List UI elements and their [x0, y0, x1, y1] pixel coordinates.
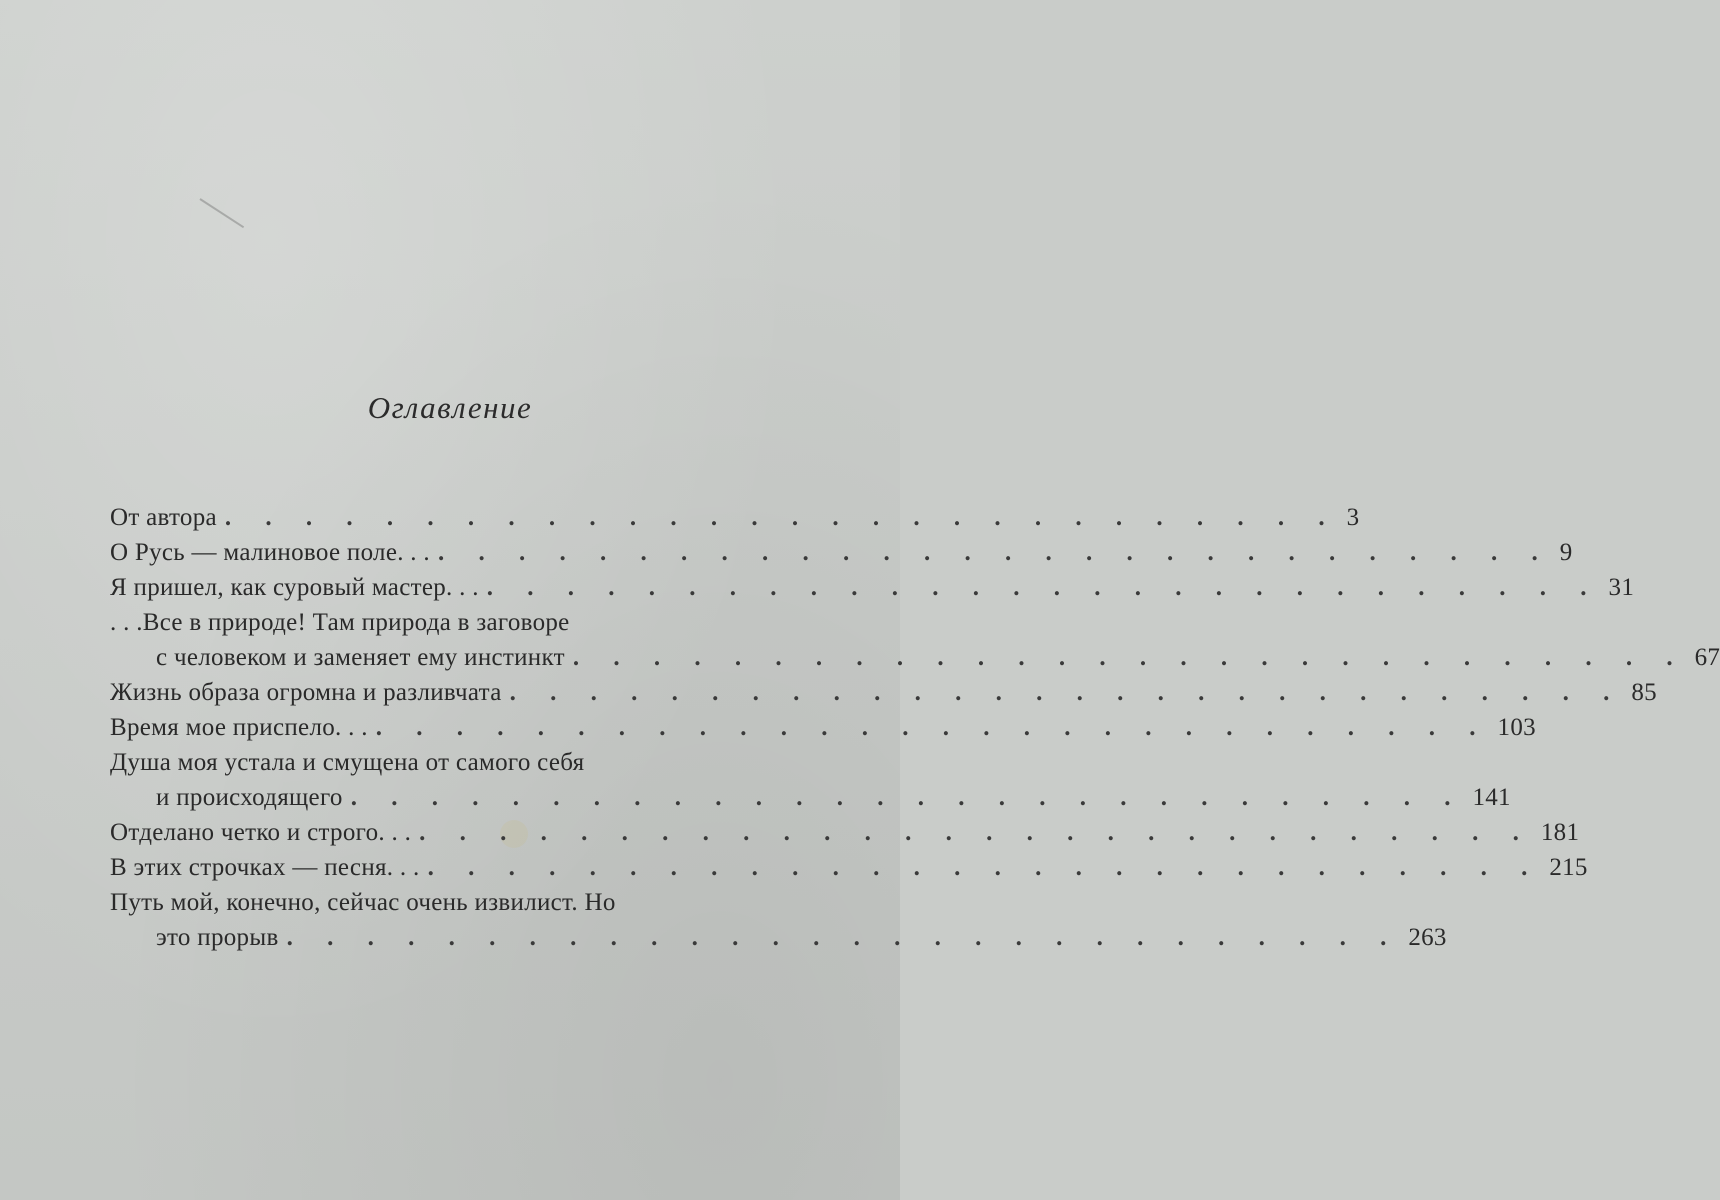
- paper-crease: [199, 198, 244, 228]
- toc-entry: [110, 710, 1536, 745]
- dot-leader: . . . . . . . . . . . . . . . . . . . . . . . . . . . .: [350, 784, 1465, 811]
- toc-page-number: 263: [1408, 924, 1447, 951]
- toc-entry-title-cont: с человеком и заменяет ему инстинкт: [156, 644, 565, 671]
- toc-page-number: 3: [1346, 504, 1360, 531]
- dot-leader: . . . . . . . . . . . . . . . . . . . . . . . . . . . .: [224, 504, 1339, 531]
- page-title: Оглавление: [367, 390, 533, 425]
- dot-leader: . . . . . . . . . . . . . . . . . . . . . . . . . . . .: [286, 924, 1401, 951]
- toc-entry-title: От автора: [110, 504, 217, 531]
- dot-leader: . . . . . . . . . . . . . . . . . . . . . . . . . . . .: [437, 539, 1552, 566]
- toc-entry-title: В этих строчках — песня. . .: [110, 854, 420, 881]
- toc-entry-title: Душа моя устала и смущена от самого себя: [110, 749, 585, 776]
- dot-leader: . . . . . . . . . . . . . . . . . . . . . . . . . . . .: [509, 679, 1624, 706]
- toc-entry-title: Время мое приспело. . .: [110, 714, 368, 741]
- toc-entry-title-cont: это прорыв: [156, 924, 279, 951]
- toc-page-number: 67: [1694, 644, 1720, 671]
- toc-entry-title-cont: и происходящего: [156, 784, 343, 811]
- toc-page-number: 85: [1631, 679, 1657, 706]
- toc-entry: [110, 570, 1635, 605]
- toc-entry: [110, 675, 1657, 710]
- toc-entry-title: Путь мой, конечно, сейчас очень извилист. Но: [110, 889, 616, 916]
- dot-leader: . . . . . . . . . . . . . . . . . . . . . . . . . . . .: [486, 574, 1601, 601]
- toc-page-number: 181: [1540, 819, 1580, 846]
- toc-page-number: 215: [1549, 854, 1588, 881]
- dot-leader: . . . . . . . . . . . . . . . . . . . . . . . . . . . .: [572, 644, 1687, 671]
- toc-page-number: 9: [1559, 539, 1573, 566]
- toc-page-number: 31: [1608, 574, 1635, 601]
- toc-entry-title: Жизнь образа огромна и разливчата: [110, 679, 502, 706]
- dot-leader: . . . . . . . . . . . . . . . . . . . . . . . . . . . .: [419, 819, 1533, 846]
- toc-entry: [110, 605, 782, 640]
- dot-leader: . . . . . . . . . . . . . . . . . . . . . . . . . . . .: [375, 714, 1490, 741]
- toc-entry: [110, 850, 1588, 885]
- toc-entry-title: Отделано четко и строго. . .: [110, 819, 412, 846]
- toc-entry-continuation: [110, 780, 1511, 815]
- toc-entry: [110, 535, 1573, 570]
- toc-page-number: 103: [1497, 714, 1536, 741]
- toc-entry-continuation: [110, 640, 1720, 675]
- toc-entry-continuation: [110, 920, 1447, 955]
- toc-entry: [110, 885, 782, 920]
- toc-entry-title: О Русь — малиновое поле. . .: [110, 539, 430, 566]
- toc-entry: [110, 745, 782, 780]
- toc-entry: [110, 815, 1580, 850]
- toc-page-number: 141: [1472, 784, 1511, 811]
- dot-leader: . . . . . . . . . . . . . . . . . . . . . . . . . . . .: [427, 854, 1542, 881]
- toc-entry-title: . . .Все в природе! Там природа в заговоре: [110, 609, 570, 636]
- toc-entry-title: Я пришел, как суровый мастер. . .: [110, 574, 479, 601]
- table-of-contents: [110, 500, 1720, 955]
- toc-entry: [110, 500, 1360, 535]
